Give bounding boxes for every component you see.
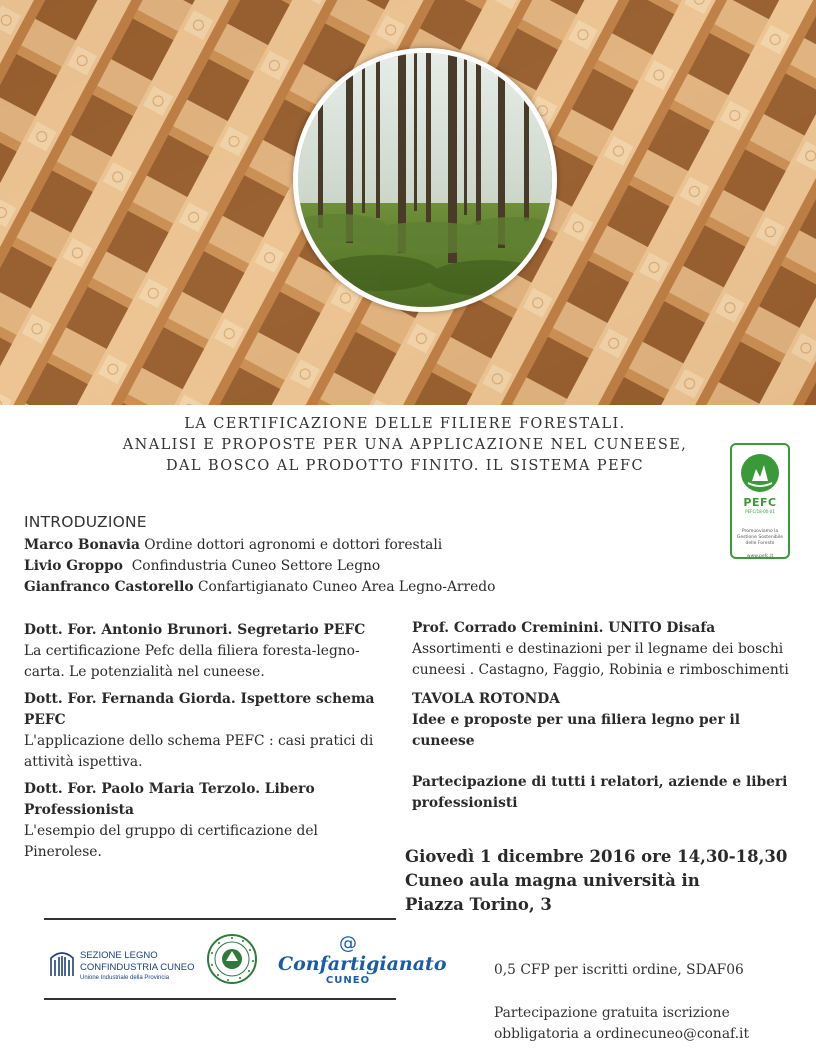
talk-topic: La certificazione Pefc della filiera foresta-legno-carta. Le potenzialità nel cuneese.: [24, 643, 360, 680]
confartigianato-city: CUNEO: [325, 975, 371, 986]
round-table-topic: Idee e proposte per una filiera legno per il cuneese: [412, 712, 741, 749]
sponsor-confartigianato: [278, 933, 447, 995]
talk-item: [24, 620, 384, 683]
sponsor-line-1: SEZIONE LEGNO: [80, 950, 158, 961]
speaker-role: Confartigianato Cuneo Area Legno-Arredo: [193, 579, 496, 595]
speaker-name: Gianfranco Castorello: [24, 579, 194, 595]
cfp-note: 0,5 CFP per iscritti ordine, SDAF06: [494, 962, 744, 978]
registration-note: Partecipazione gratuita iscrizione obbligatoria a ordinecuneo@conaf.it: [494, 1005, 749, 1042]
talk-item: [412, 618, 807, 681]
talk-topic: L'esempio del gruppo di certificazione del Pinerolese.: [24, 823, 318, 860]
event-date-time: Giovedì 1 dicembre 2016 ore 14,30-18,30: [405, 847, 788, 866]
pefc-url: www.pefc.it: [746, 554, 774, 559]
round-table-label: TAVOLA ROTONDA: [412, 691, 560, 707]
speaker-name: Livio Groppo: [24, 558, 123, 574]
participation-note: Partecipazione di tutti i relatori, aziende e liberi professionisti: [412, 774, 788, 811]
talk-speaker: Dott. For. Fernanda Giorda. Ispettore schema PEFC: [24, 691, 375, 728]
talk-topic: Assortimenti e destinazioni per il legname dei boschi cuneesi . Castagno, Faggio, Robinia e rimboschimenti: [412, 641, 789, 678]
pefc-slogan: Promuoviamo la Gestione Sostenibile delle Foreste: [736, 529, 784, 546]
speaker-role: Confindustria Cuneo Settore Legno: [122, 558, 381, 574]
speaker-name: Marco Bonavia: [24, 537, 140, 553]
intro-speaker: [24, 556, 544, 577]
speaker-role: Ordine dottori agronomi e dottori forestali: [139, 537, 443, 553]
intro-speaker: [24, 535, 544, 556]
pefc-code: PEFC/18-00-01: [745, 509, 775, 514]
divider: [44, 998, 396, 1000]
intro-speakers: [24, 535, 544, 598]
pefc-logo: [730, 443, 790, 559]
confartigianato-symbol: @: [339, 933, 357, 954]
talk-speaker: Prof. Corrado Creminini. UNITO Disafa: [412, 620, 716, 636]
agronomi-seal-icon: [206, 933, 258, 985]
pefc-tree-icon: [740, 453, 780, 493]
program-right-column: [412, 618, 807, 814]
event-info: [405, 845, 805, 917]
confartigianato-brand: Confartigianato: [278, 953, 447, 975]
pefc-name: PEFC: [743, 496, 777, 509]
event-title: [120, 414, 690, 477]
sponsor-confindustria-legno: [48, 946, 198, 986]
sponsor-sub: Unione Industriale della Provincia: [80, 975, 170, 981]
title-line-1: LA CERTIFICAZIONE DELLE FILIERE FORESTALI.: [184, 416, 626, 432]
sponsor-line-2: CONFINDUSTRIA CUNEO: [80, 962, 195, 973]
title-line-3: DAL BOSCO AL PRODOTTO FINITO. IL SISTEMA PEFC: [166, 458, 644, 474]
intro-heading: INTRODUZIONE: [24, 513, 147, 531]
talk-item: [24, 779, 384, 863]
hero-banner: [0, 0, 816, 405]
talk-topic: L'applicazione dello schema PEFC : casi pratici di attività ispettiva.: [24, 733, 374, 770]
confindustria-icon: [48, 948, 76, 978]
title-line-2: ANALISI E PROPOSTE PER UNA APPLICAZIONE NEL CUNEESE,: [122, 437, 688, 453]
talk-item: [24, 689, 384, 773]
event-address: Piazza Torino, 3: [405, 895, 552, 914]
talk-speaker: Dott. For. Antonio Brunori. Segretario PEFC: [24, 622, 366, 638]
forest-photo: [293, 48, 557, 312]
event-venue: Cuneo aula magna università in: [405, 871, 700, 890]
divider: [44, 918, 396, 920]
talk-speaker: Dott. For. Paolo Maria Terzolo. Libero Professionista: [24, 781, 315, 818]
program-left-column: [24, 620, 384, 869]
intro-speaker: [24, 577, 544, 598]
round-table: [412, 689, 807, 752]
